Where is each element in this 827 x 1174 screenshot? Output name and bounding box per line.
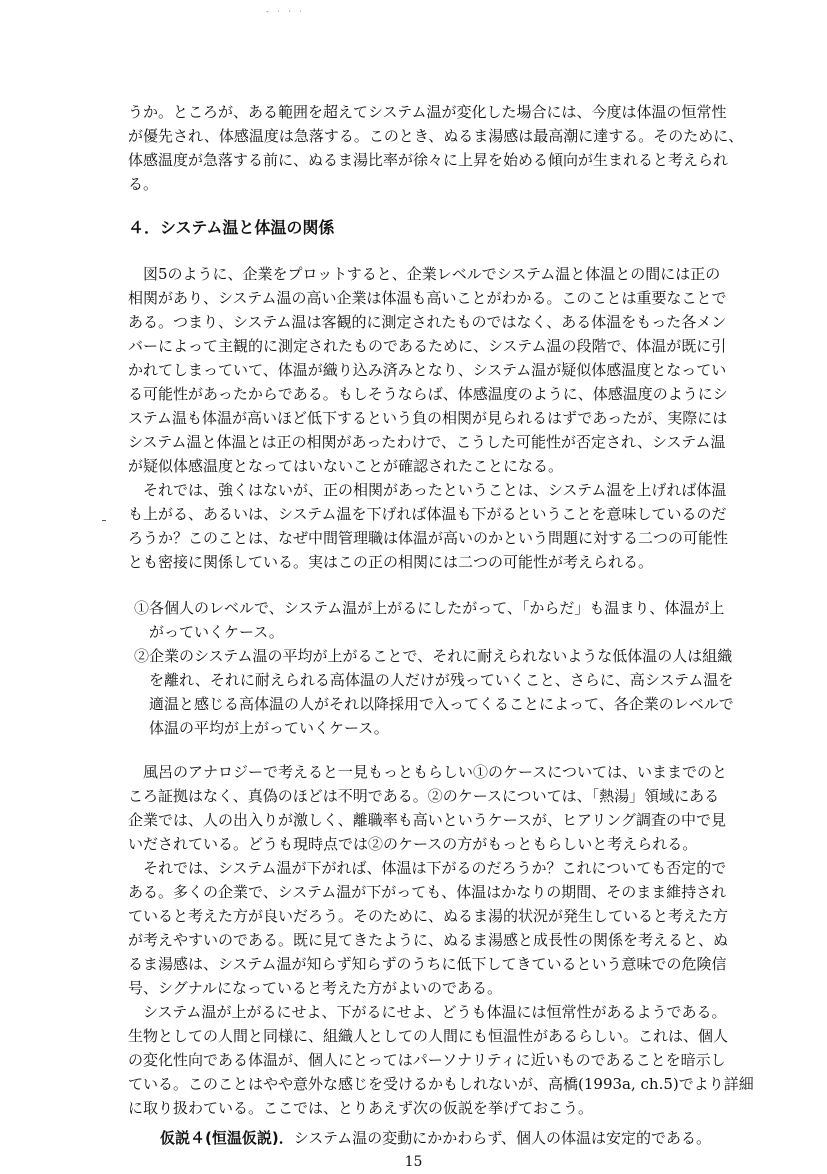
text-line: ステム温も体温が高いほど低下するという負の相関が見られるはずであったが、実際には [128, 409, 728, 427]
text-line: 号、シグナルになっていると考えた方がよいのである。 [128, 979, 502, 997]
list-item: 適温と感じる高体温の人がそれ以降採用で入ってくることによって、各企業のレベルで [134, 695, 734, 713]
text-line: とも密接に関係している。実はこの正の相関には二つの可能性が考えられる。 [128, 553, 654, 571]
text-line: いだされている。どうも現時点では②のケースの方がもっともらしいと考えられる。 [128, 835, 698, 853]
list-item: 体温の平均が上がっていくケース。 [134, 719, 389, 737]
margin-tick [102, 520, 106, 521]
text-line: の変化性向である体温が、個人にとってはパーソナリティに近いものであることを暗示し [128, 1051, 726, 1069]
text-line: ていると考えた方が良いだろう。そのために、ぬるま湯的状況が発生していると考えた方 [128, 907, 729, 925]
text-line: ている。このことはやや意外な感じを受けるかもしれないが、高橋(1993a, ch.5)でより詳細 [128, 1075, 754, 1093]
section-heading: ４．システム温と体温の関係 [128, 218, 335, 237]
text-line: 風呂のアナロジーで考えると一見もっともらしい①のケースについては、いままでのと [143, 763, 727, 781]
text-line: 相関があり、システム温の高い企業は体温も高いことがわかる。このことは重要なことで [128, 289, 727, 307]
text-line: うか。ところが、ある範囲を超えてシステム温が変化した場合には、今度は体温の恒常性 [128, 103, 727, 121]
hypothesis-statement [160, 1126, 711, 1150]
header-marks: - · · · [266, 7, 305, 16]
text-line: かれてしまっていて、体温が織り込み済みとなり、システム温が疑似体感温度となってい [128, 361, 727, 379]
text-line: システム温と体温とは正の相関があったわけで、こうした可能性が否定され、システム温 [128, 433, 726, 451]
text-line: 図5のように、企業をプロットすると、企業レベルでシステム温と体温との間には正の [143, 265, 721, 283]
text-line: が疑似体感温度となってはいないことが確認されたことになる。 [128, 457, 564, 475]
hypothesis-label: 仮説４(恒温仮説)． [160, 1129, 294, 1147]
list-item: ①各個人のレベルで、システム温が上がるにしたがって、「からだ」も温まり、体温が上 [134, 599, 725, 617]
text-line: る。 [128, 175, 159, 193]
text-line: が優先され、体感温度は急落する。このとき、ぬるま湯感は最高潮に達する。そのために、 [128, 127, 744, 145]
list-item: がっていくケース。 [134, 623, 284, 641]
text-line: 生物としての人間と同様に、組織人としての人間にも恒温性があるらしい。これは、個人 [128, 1027, 729, 1045]
text-line: に取り扱わている。ここでは、とりあえず次の仮説を挙げておこう。 [128, 1099, 594, 1117]
text-line: ある。つまり、システム温は客観的に測定されたものではなく、ある体温をもった各メン [128, 313, 727, 331]
text-line: も上がる、あるいは、システム温を下げれば体温も下がるということを意味しているのだ [128, 505, 727, 523]
text-line: それでは、強くはないが、正の相関があったということは、システム温を上げれば体温 [143, 481, 727, 499]
text-line: ころ証拠はなく、真偽のほどは不明である。②のケースについては、「熱湯」領域にある [128, 787, 720, 805]
text-line: それでは、システム温が下がれば、体温は下がるのだろうか？これについても否定的で [143, 859, 727, 877]
text-line: が考えやすいのである。既に見てきたように、ぬるま湯感と成長性の関係を考えると、ぬ [128, 931, 729, 949]
text-line: 企業では、人の出入りが激しく、離職率も高いというケースが、ヒアリング調査の中で見 [128, 811, 727, 829]
text-line: ろうか？このことは、なぜ中間管理職は体温が高いのかという問題に対する二つの可能性 [128, 529, 729, 547]
page-number: 15 [404, 1154, 423, 1170]
text-line: るま湯感は、システム温が知らず知らずのうちに低下してきているという意味での危険信 [128, 955, 727, 973]
list-item: ②企業のシステム温の平均が上がることで、それに耐えられないような低体温の人は組織 [134, 647, 733, 665]
text-line: ある。多くの企業で、システム温が下がっても、体温はかなりの期間、そのまま維持され [128, 883, 727, 901]
text-line: 体感温度が急落する前に、ぬるま湯比率が徐々に上昇を始める傾向が生まれると考えられ [128, 151, 729, 169]
text-line: システム温が上がるにせよ、下がるにせよ、どうも体温には恒常性があるようである。 [143, 1003, 727, 1021]
text-line: る可能性があったからである。もしそうならば、体感温度のように、体感温度のようにシ [128, 385, 728, 403]
list-item: を離れ、それに耐えられる高体温の人だけが残っていくこと、さらに、高システム温を [134, 671, 734, 689]
text-line: バーによって主観的に測定されたものであるために、システム温の段階で、体温が既に引 [128, 337, 727, 355]
hypothesis-text: システム温の変動にかかわらず、個人の体温は安定的である。 [293, 1129, 712, 1147]
